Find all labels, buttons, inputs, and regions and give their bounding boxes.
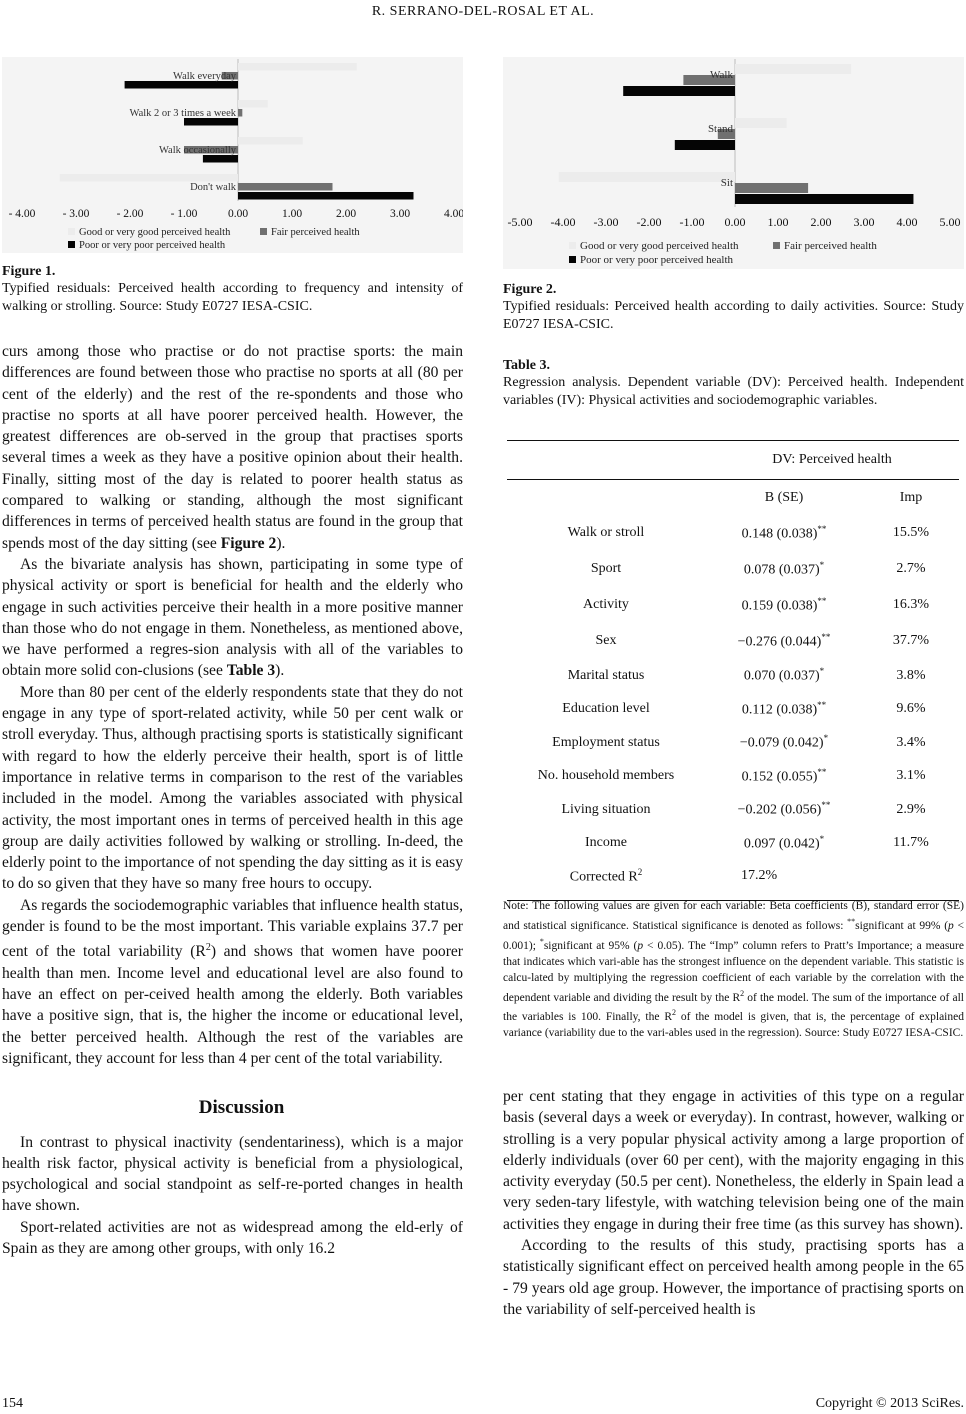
legend-swatch-1	[773, 242, 780, 249]
category-label: Walk occasionally	[158, 145, 236, 156]
variable-name: Employment status	[552, 734, 660, 750]
legend-label: Poor or very poor perceived health	[580, 254, 734, 266]
table3	[507, 440, 959, 901]
bar-2	[184, 118, 238, 126]
table3-caption-block	[503, 358, 964, 410]
bar-2	[238, 192, 414, 200]
tick-label: - 4.00	[8, 208, 36, 220]
tick-label: -5.00	[507, 215, 533, 229]
tick-label: 5.00	[939, 215, 961, 229]
regression-table	[507, 441, 959, 479]
tick-label: -2.00	[636, 215, 662, 229]
importance-cell: 37.7%	[892, 633, 930, 648]
legend-label: Good or very good perceived health	[580, 240, 739, 252]
tick-label: 2.00	[810, 215, 832, 229]
figure2-chart	[503, 57, 964, 269]
bar-0	[735, 64, 851, 74]
legend-label: Good or very good perceived health	[79, 227, 231, 238]
bar-0	[559, 172, 735, 182]
variable-name: Marital status	[567, 667, 645, 683]
variable-name: No. household members	[537, 768, 675, 784]
tick-label: 0.00	[724, 215, 746, 229]
bar-2	[203, 155, 238, 163]
r2-value: 17.2%	[741, 868, 778, 883]
figure1-caption: Typified residuals: Perceived health according to frequency and intensity of walking or strolling. Source: Study E0727 IESA-CSIC.	[2, 281, 463, 314]
figure2-svg	[503, 57, 964, 269]
tick-label: -3.00	[593, 215, 619, 229]
table-row	[507, 659, 959, 693]
left-column-text	[2, 341, 463, 1259]
legend-swatch-2	[569, 256, 576, 263]
paragraph: According to the results of this study, practising sports has a statistically significant effect on perceived health among people in the 65 - 79 years old age group. However, the importance of practising sports on the variability of self-perceived health is	[503, 1237, 964, 1318]
tick-label: 1.00	[281, 208, 303, 220]
bar-0	[60, 174, 238, 182]
variable-name: Education level	[562, 701, 650, 717]
variable-name: Walk or stroll	[567, 525, 645, 540]
coefficient-cell: 0.078 (0.037)*	[743, 559, 825, 578]
importance-cell: 11.7%	[893, 835, 929, 851]
table-row	[507, 515, 959, 551]
tick-label: 4.00	[896, 215, 918, 229]
paragraph: As regards the sociodemographic variables that influence health status, gender is found to be the most important. This variable explains 37.7 per cent of the total variability $(R^2)$ and shows that women have poorer health than men. Income level and educational level are also found to have an effect on per-ceived health among the elderly. Both variables have a positive sign, that is, the higher the income or educational level, the better perceived health. Although the rest of the variables are significant, they account for less than 4 per cent of the total variability.	[2, 896, 464, 1067]
variable-name: Activity	[583, 597, 629, 612]
coefficient-cell: 0.112 (0.038)**	[741, 699, 827, 718]
category-label: Stand	[707, 123, 733, 135]
tick-label: - 1.00	[170, 208, 198, 220]
importance-cell: 3.8%	[896, 667, 926, 683]
bar-2	[623, 86, 735, 96]
tick-label: 3.00	[853, 215, 875, 229]
bar-2	[675, 140, 735, 150]
group-header: DV: Perceived health	[772, 452, 892, 467]
importance-cell: 15.5%	[892, 525, 930, 540]
paragraph: More than 80 per cent of the elderly respondents state that they do not engage in any type of sport-related activity, while 50 per cent walk or stroll everyday. Thus, although practising sports is statistically significant with regard to how the elderly perceive their health, sport is of little importance in relative terms in comparison to the rest of the variables included in the model. Among the variables associated with physical activity, the most important ones in terms of perceived health in this age group are daily activities followed by walking or strolling. In-deed, the elderly point to the importance of not spending the day sitting as it is easy to do so given that they have so many free hours to occupy.	[2, 683, 463, 893]
importance-cell: 9.6%	[896, 701, 926, 717]
table-ref[interactable]: Table 3	[226, 662, 276, 680]
importance-cell: 2.9%	[896, 801, 926, 817]
r2-label: Corrected $R^2$	[569, 866, 643, 885]
tick-label: - 2.00	[116, 208, 144, 220]
tick-label: 1.00	[767, 215, 789, 229]
tick-label: 3.00	[389, 208, 411, 220]
paragraph: per cent stating that they engage in activities of this type on a regular basis (several days a week or everyday). In contrast, however, walking or strolling is a very popular physical activity among a large proportion of elderly individuals (over 60 per cent), with the majority engaging in this activity everyday (50.5 per cent). Nonetheless, the elderly in Spain lead a very seden-tary lifestyle, with watching television being one of the main activities they engage in during their free time (as this survey has shown).	[503, 1088, 964, 1233]
bar-1	[238, 109, 242, 117]
paragraph: As the bivariate analysis has shown, participating in some type of physical activity or sport is beneficial for health and the elderly who engage in such activities perceive their health in a more positive manner than those who do not engage in them. Nonetheless, as mentioned above, we have performed a regres-sion analysis with all of the variables to obtain more solid con-clusions (see Table 3).	[2, 555, 463, 680]
r2-row-table	[507, 860, 959, 892]
table-row	[507, 693, 959, 727]
coefficient-cell: 0.070 (0.037)*	[743, 666, 825, 685]
bar-0	[238, 63, 357, 71]
legend-label: Fair perceived health	[784, 240, 877, 252]
paragraph: Sport-related activities are not as widespread among the eld-erly of Spain as they are among other groups, with only 16.2	[2, 1218, 463, 1258]
table-row	[507, 587, 959, 623]
variable-name: Sex	[595, 633, 617, 648]
figure1-caption-block	[2, 264, 463, 316]
figure1-label: Figure 1.	[2, 264, 56, 279]
table3-note: Note: The following values are given for each variable: Beta coefficients (B), standard error (SE) and statistical significance. Statistical significance is denoted as follows: **significant at 99% (p < 0.001); *significant at 95% (p < 0.05). The “Imp” column refers to Pratt’s Importance; a measure that indicates which vari-able has the strongest influence on the dependent variable. This statistic is calcu-lated by multiplying the regression coefficient of each variable by the correlation with the dependent variable and dividing the result by the $R^2$ of the model. The sum of the importance of all the variables is 100. Finally, the $R^2$ of the model is given, that is, the percentage of explained variance (variability due to the vari-ables used in the regression). Source: Study E0727 IESA-CSIC.	[503, 900, 964, 1040]
importance-cell: 16.3%	[892, 597, 930, 612]
coefficient-cell: −0.079 (0.042)*	[739, 733, 829, 752]
legend-swatch-0	[68, 228, 75, 235]
section-heading: Discussion	[198, 1097, 285, 1119]
column-header-b: B (SE)	[764, 489, 804, 505]
right-column-text	[503, 1086, 964, 1320]
table-row	[507, 760, 959, 794]
category-label: Don't walk	[190, 182, 236, 193]
bar-0	[735, 118, 787, 128]
importance-cell: 3.4%	[896, 734, 926, 750]
copyright: Copyright © 2013 SciRes.	[815, 1396, 964, 1411]
table-row	[507, 827, 959, 861]
running-head: R. SERRANO-DEL-ROSAL ET AL.	[371, 4, 595, 19]
category-label: Walk everyday	[173, 71, 236, 82]
figure-ref[interactable]: Figure 2	[220, 534, 277, 552]
table-row	[507, 726, 959, 760]
table-row	[507, 793, 959, 827]
figure1-chart	[2, 57, 463, 253]
tick-label: -1.00	[679, 215, 705, 229]
table-row	[507, 623, 959, 659]
category-label: Walk	[710, 69, 733, 81]
importance-cell: 2.7%	[896, 561, 926, 576]
table3-caption: Regression analysis. Dependent variable (DV): Perceived health. Independent variables (IV): Physical activities and sociodemographic variables.	[503, 375, 964, 408]
importance-cell: 3.1%	[896, 768, 926, 784]
regression-table-body	[507, 480, 959, 860]
legend-label: Fair perceived health	[271, 227, 360, 238]
tick-label: 2.00	[335, 208, 357, 220]
legend-swatch-1	[260, 228, 267, 235]
tick-label: 0.00	[227, 208, 249, 220]
variable-name: Sport	[590, 561, 622, 576]
tick-label: - 3.00	[62, 208, 90, 220]
page-number: 154	[2, 1396, 23, 1411]
figure2-caption-block	[503, 282, 964, 334]
coefficient-cell: 0.097 (0.042)*	[743, 833, 825, 852]
legend-label: Poor or very poor perceived health	[79, 240, 226, 251]
variable-name: Income	[585, 835, 627, 851]
coefficient-cell: 0.159 (0.038)**	[741, 595, 827, 614]
tick-label: -4.00	[550, 215, 576, 229]
paragraph: In contrast to physical inactivity (sendentariness), which is a major health risk factor, physical activity is beneficial from a physiological, psychological and social standpoint as self-re-ported changes in health have shown.	[2, 1133, 463, 1215]
bar-0	[238, 137, 303, 145]
table3-label: Table 3.	[503, 358, 550, 373]
figure2-label: Figure 2.	[503, 282, 557, 297]
paragraph: curs among those who practise or do not practise sports: the main differences are found between those who practise no sports at all (80 per cent of the elderly) and the rest of the re-spondents and those who practise no sports at all have poorer perceived health. However, the greatest differences are ob-served in the group that practises sports several times a week as they have a positive opinion about their health. Finally, sitting most of the day is related to poorer health status as compared to walking or standing, although the most significant differences in terms of perceived health status are found in the group that spends most of the day sitting (see Figure 2).	[2, 343, 463, 552]
coefficient-cell: 0.148 (0.038)**	[741, 523, 827, 542]
coefficient-cell: 0.152 (0.055)**	[741, 766, 827, 785]
figure2-caption: Typified residuals: Perceived health according to daily activities. Source: Study E0727 IESA-CSIC.	[503, 299, 964, 332]
coefficient-cell: −0.276 (0.044)**	[737, 631, 831, 650]
bar-2	[125, 81, 238, 89]
table-row	[507, 551, 959, 587]
category-label: Sit	[720, 177, 733, 189]
bar-2	[735, 194, 913, 204]
bar-1	[238, 183, 333, 191]
category-label: Walk 2 or 3 times a week	[129, 108, 236, 119]
legend-swatch-0	[569, 242, 576, 249]
variable-name: Living situation	[561, 801, 651, 817]
figure1-svg	[2, 57, 463, 253]
column-header-imp: Imp	[899, 489, 923, 505]
bar-0	[238, 100, 268, 108]
tick-label: 4.00	[443, 208, 463, 220]
coefficient-cell: −0.202 (0.056)**	[737, 800, 831, 819]
bar-1	[735, 183, 808, 193]
legend-swatch-2	[68, 241, 75, 248]
